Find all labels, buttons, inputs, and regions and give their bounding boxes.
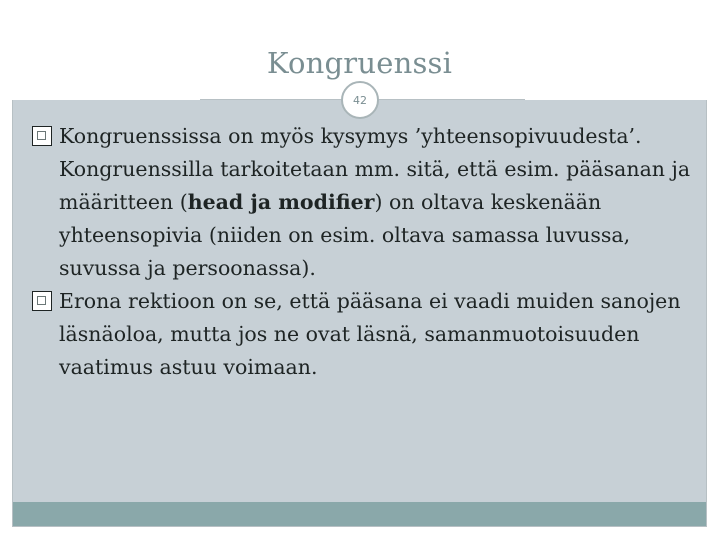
bullet-text: Erona rektioon on se, että pääsana ei vaadi muiden sanojen läsnäoloa, mutta jos ne ovat läsnä, samanmuotoisuuden vaatimus astuu voimaan. bbox=[59, 289, 681, 379]
bullet-text-part: Kongruenssissa on myös kysymys ’yhteensopivuudesta’. Kongruenssilla tarkoitetaan mm. sitä, että esim. pääsanan ja määritteen ( bbox=[59, 124, 691, 214]
square-bullet-icon bbox=[32, 291, 52, 311]
slide-title: Kongruenssi bbox=[266, 46, 453, 80]
square-bullet-icon bbox=[32, 126, 52, 146]
footer-bar bbox=[13, 502, 706, 526]
slide-body bbox=[30, 120, 694, 384]
page-number-badge bbox=[341, 81, 379, 119]
bullet-item bbox=[30, 120, 694, 285]
bullet-item bbox=[30, 285, 694, 384]
bullet-text-part: ) on oltava keskenään yhteensopivia (niiden on esim. oltava samassa luvussa, suvussa ja persoonassa). bbox=[59, 190, 631, 280]
page-number: 42 bbox=[353, 93, 367, 107]
bullet-bold-text: head ja modifier bbox=[187, 190, 375, 214]
